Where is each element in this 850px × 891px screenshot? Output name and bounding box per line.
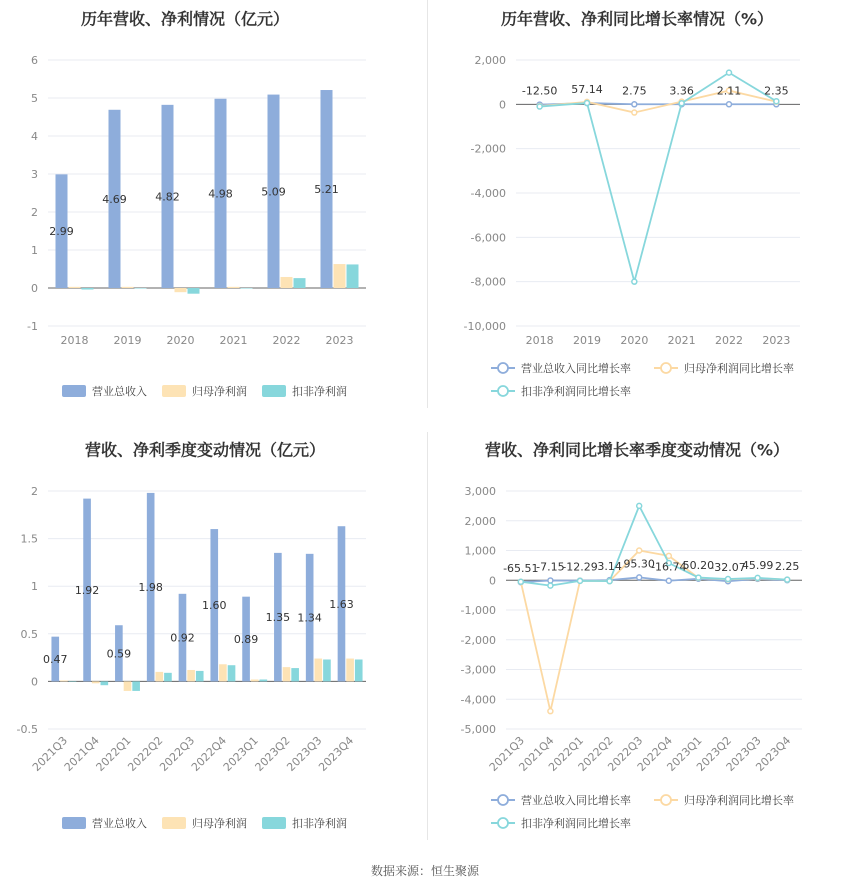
bar-data-label: 2.99 <box>49 225 74 239</box>
line-point <box>679 101 684 106</box>
x-tick-label: 2022Q4 <box>188 733 230 774</box>
x-tick-label: 2018 <box>60 334 89 347</box>
y-tick-label: 1 <box>31 244 38 257</box>
legend-label: 营业总收入同比增长率 <box>521 794 631 807</box>
line-point <box>537 104 542 109</box>
x-tick-label: 2021Q4 <box>516 733 557 774</box>
y-tick-label: -10,000 <box>463 320 506 333</box>
y-tick-label: 2,000 <box>474 54 506 67</box>
data-source-note: 数据来源：恒生聚源 <box>370 864 479 878</box>
line-point <box>727 102 732 107</box>
y-tick-label: -0.5 <box>16 723 38 736</box>
bar-data-label: 1.34 <box>297 611 322 625</box>
x-tick-label: 2023Q3 <box>723 733 764 774</box>
y-tick-label: -1,000 <box>460 604 496 617</box>
bar-deducted-profit <box>228 665 236 681</box>
bar-deducted-profit <box>164 673 172 682</box>
legend-swatch <box>162 385 186 397</box>
x-tick-label: 2022Q4 <box>634 733 675 774</box>
bar-net-profit <box>124 681 132 691</box>
bar-data-label: 5.09 <box>261 185 286 199</box>
legend-label: 扣非净利润同比增长率 <box>521 385 631 398</box>
line-point <box>548 578 553 583</box>
bar-data-label: 4.98 <box>208 187 233 201</box>
line-point <box>632 279 637 284</box>
y-tick-label: 2 <box>31 485 38 498</box>
x-tick-label: 2020 <box>620 334 649 347</box>
bar-data-label: 0.47 <box>43 653 68 667</box>
x-tick-label: 2022Q2 <box>125 733 166 774</box>
bar-net-profit <box>175 288 187 292</box>
y-tick-label: -6,000 <box>470 231 506 245</box>
x-tick-label: 2019 <box>573 334 601 347</box>
line-point <box>632 102 637 107</box>
legend-label: 归母净利润同比增长率 <box>684 362 794 375</box>
legend-label: 扣非净利润同比增长率 <box>521 817 631 830</box>
bar-data-label: 0.92 <box>170 631 195 645</box>
x-tick-label: 2018 <box>525 334 554 347</box>
line-data-label: 3.14 <box>597 560 622 574</box>
x-tick-label: 2023Q1 <box>220 733 261 774</box>
y-tick-label: -1 <box>27 320 38 333</box>
y-tick-label: 0 <box>489 574 496 588</box>
y-tick-label: -4,000 <box>460 693 496 707</box>
line-data-label: 95.30 <box>623 557 655 571</box>
bar-data-label: 1.63 <box>329 597 354 611</box>
chart-title: 营收、净利同比增长率季度变动情况（%） <box>484 440 790 460</box>
legend-marker <box>661 363 671 373</box>
line-data-label: -12.50 <box>521 84 558 98</box>
y-tick-label: 2,000 <box>464 514 496 528</box>
bar-deducted-profit <box>294 278 306 288</box>
x-tick-label: 2021Q3 <box>486 733 527 774</box>
legend-label: 营业总收入同比增长率 <box>521 362 631 375</box>
bar-deducted-profit <box>291 668 299 681</box>
x-tick-label: 2021Q3 <box>29 733 71 774</box>
bar-data-label: 4.69 <box>102 192 127 206</box>
y-tick-label: 1 <box>31 580 38 594</box>
y-tick-label: 5 <box>31 92 38 105</box>
bar-net-profit <box>219 664 227 681</box>
line-data-label: 2.35 <box>764 84 789 98</box>
x-tick-label: 2022 <box>715 334 743 347</box>
x-tick-label: 2021Q4 <box>61 733 102 774</box>
quarterly-growth-rate-svg <box>425 430 850 860</box>
x-tick-label: 2022Q2 <box>575 733 616 774</box>
chart-title: 营收、净利季度变动情况（亿元） <box>84 440 326 460</box>
legend-marker <box>498 363 508 373</box>
y-tick-label: 4 <box>31 130 38 143</box>
line-point <box>548 709 553 714</box>
quarterly-revenue-profit-svg <box>0 430 425 860</box>
y-tick-label: -2,000 <box>470 142 506 156</box>
legend-label: 营业总收入 <box>92 817 147 830</box>
bar-deducted-profit <box>132 681 140 691</box>
bar-deducted-profit <box>69 681 77 682</box>
y-tick-label: 0 <box>499 98 506 112</box>
line-data-label: 50.20 <box>682 558 715 572</box>
annual-revenue-profit-svg <box>0 0 425 430</box>
line-point <box>727 70 732 75</box>
x-tick-label: 2023Q2 <box>694 733 735 774</box>
line-data-label: -16.74 <box>651 560 687 574</box>
bar-net-profit <box>283 667 291 681</box>
bar-net-profit <box>69 287 81 288</box>
bar-data-label: 0.59 <box>106 647 132 661</box>
y-tick-label: -8,000 <box>470 275 506 289</box>
legend-label: 归母净利润 <box>192 385 247 398</box>
line-point <box>755 575 760 580</box>
bar-net-profit <box>314 659 322 682</box>
x-tick-label: 2022Q3 <box>605 733 646 774</box>
bar-net-profit <box>281 277 293 288</box>
line-point <box>632 110 637 115</box>
legend-label: 扣非净利润 <box>292 817 347 830</box>
x-tick-label: 2022Q1 <box>93 733 134 774</box>
y-tick-label: 0 <box>31 282 38 295</box>
line-point <box>785 577 790 582</box>
legend-label: 扣非净利润 <box>292 385 347 398</box>
line-point <box>607 579 612 584</box>
y-tick-label: 3 <box>31 168 38 181</box>
x-tick-label: 2020 <box>166 334 195 347</box>
bar-data-label: 4.82 <box>155 190 180 204</box>
y-tick-label: 6 <box>31 54 38 67</box>
legend-marker <box>498 386 508 396</box>
line-data-label: -12.29 <box>562 560 598 574</box>
x-tick-label: 2023 <box>325 334 354 347</box>
bar-deducted-profit <box>241 288 253 289</box>
line-point <box>696 575 701 580</box>
bar-data-label: 1.92 <box>74 584 100 598</box>
legend-swatch <box>262 817 286 829</box>
legend-label: 营业总收入 <box>92 385 147 398</box>
bar-deducted-profit <box>82 288 94 290</box>
line-point <box>637 548 642 553</box>
x-tick-label: 2019 <box>113 334 142 347</box>
bar-data-label: 0.89 <box>233 633 259 647</box>
bar-net-profit <box>187 670 195 681</box>
legend-marker <box>498 818 508 828</box>
line-point <box>637 503 642 508</box>
x-tick-label: 2022Q1 <box>546 733 587 774</box>
legend-marker <box>498 795 508 805</box>
y-tick-label: 1,000 <box>464 544 496 558</box>
line-point <box>585 101 590 106</box>
y-tick-label: -2,000 <box>460 633 496 647</box>
bar-deducted-profit <box>355 660 363 682</box>
legend-swatch <box>162 817 186 829</box>
chart-title: 历年营收、净利同比增长率情况（%） <box>500 9 774 29</box>
line-data-label: -32.07 <box>710 561 746 575</box>
line-data-label: 2.11 <box>716 84 742 98</box>
line-point <box>578 578 583 583</box>
y-tick-label: 1.5 <box>20 532 38 546</box>
line-data-label: -7.15 <box>536 560 565 574</box>
legend-marker <box>661 795 671 805</box>
line-point <box>726 577 731 582</box>
line-data-label: 57.14 <box>571 83 603 97</box>
line-data-label: -65.51 <box>503 562 539 576</box>
bar-net-profit <box>334 264 346 288</box>
legend-swatch <box>262 385 286 397</box>
x-tick-label: 2021 <box>219 334 248 347</box>
y-tick-label: 3,000 <box>464 485 496 498</box>
bar-deducted-profit <box>323 660 331 682</box>
bar-net-profit <box>122 287 134 288</box>
quarterly-growth-rate-chart <box>425 430 850 860</box>
x-tick-label: 2023 <box>762 334 791 347</box>
bar-data-label: 1.60 <box>202 599 227 613</box>
x-tick-label: 2022 <box>272 334 301 347</box>
line-net-profit-growth <box>521 551 787 712</box>
y-tick-label: 0 <box>31 675 38 689</box>
x-tick-label: 2021 <box>667 334 696 347</box>
annual-growth-rate-svg <box>425 0 850 430</box>
panel-divider-top <box>427 0 428 408</box>
x-tick-label: 2023Q2 <box>252 733 293 774</box>
quarterly-revenue-profit-chart <box>0 430 425 860</box>
x-tick-label: 2023Q1 <box>664 733 705 774</box>
line-data-label: 45.99 <box>741 558 774 572</box>
chart-title: 历年营收、净利情况（亿元） <box>80 9 290 29</box>
bar-net-profit <box>346 659 354 682</box>
line-point <box>774 99 779 104</box>
bar-deducted-profit <box>135 288 147 289</box>
y-tick-label: 2 <box>31 206 38 219</box>
y-tick-label: -3,000 <box>460 663 496 677</box>
bar-data-label: 5.21 <box>314 183 339 197</box>
bar-net-profit <box>155 672 163 682</box>
bar-data-label: 1.98 <box>138 581 163 595</box>
bar-net-profit <box>60 680 68 681</box>
line-data-label: 3.36 <box>669 84 694 98</box>
bar-net-profit <box>92 681 100 683</box>
x-tick-label: 2022Q3 <box>157 733 198 774</box>
annual-growth-rate-chart <box>425 0 850 430</box>
bar-net-profit <box>228 287 240 288</box>
line-point <box>637 575 642 580</box>
annual-revenue-profit-chart <box>0 0 425 430</box>
y-tick-label: -4,000 <box>470 187 506 200</box>
legend-swatch <box>62 817 86 829</box>
x-tick-label: 2023Q4 <box>753 733 794 774</box>
x-tick-label: 2023Q3 <box>284 733 325 774</box>
x-tick-label: 2023Q4 <box>316 733 357 774</box>
legend-label: 归母净利润 <box>192 817 247 830</box>
bar-deducted-profit <box>101 681 109 685</box>
panel-divider-bottom <box>427 432 428 840</box>
line-data-label: 2.25 <box>774 560 800 574</box>
bar-deducted-profit <box>196 671 204 681</box>
bar-net-profit <box>251 679 259 681</box>
y-tick-label: 0.5 <box>20 627 38 641</box>
y-tick-label: -5,000 <box>460 723 496 736</box>
line-point <box>666 578 671 583</box>
legend-label: 归母净利润同比增长率 <box>684 794 794 807</box>
bar-deducted-profit <box>347 264 359 288</box>
line-data-label: 2.75 <box>622 84 647 98</box>
bar-deducted-profit <box>188 288 200 294</box>
line-point <box>548 583 553 588</box>
bar-data-label: 1.35 <box>265 611 291 625</box>
bar-deducted-profit <box>260 679 268 681</box>
line-point <box>666 553 671 558</box>
legend-swatch <box>62 385 86 397</box>
line-point <box>518 579 523 584</box>
